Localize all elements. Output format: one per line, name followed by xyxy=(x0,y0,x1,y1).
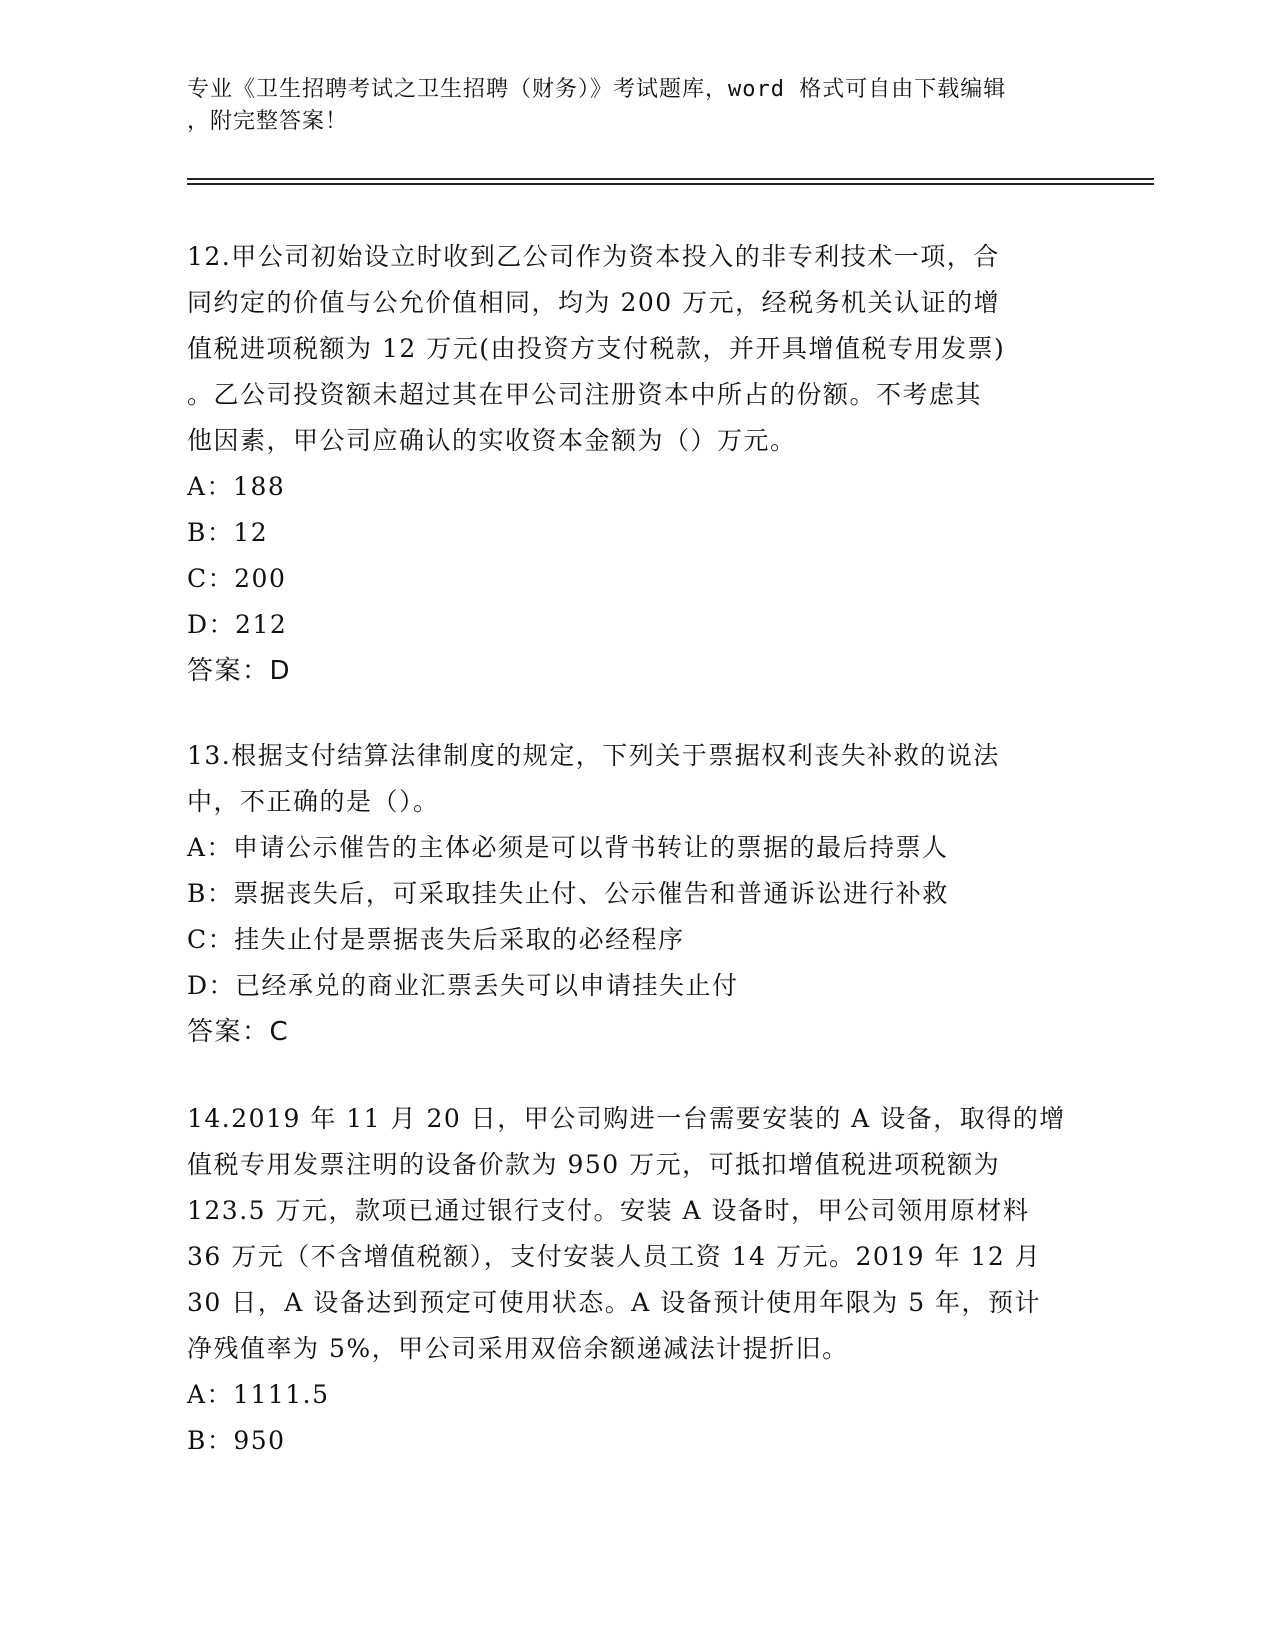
question-text-line: 值税专用发票注明的设备价款为 950 万元，可抵扣增值税进项税额为 xyxy=(187,1150,1001,1179)
option-a: A：1111.5 xyxy=(187,1380,330,1409)
question-14 xyxy=(187,1096,1087,1464)
question-text-line: 12.甲公司初始设立时收到乙公司作为资本投入的非专利技术一项，合 xyxy=(187,242,1000,271)
question-13 xyxy=(187,733,1087,1055)
option-d: D：212 xyxy=(187,610,288,639)
answer-label: 答案：D xyxy=(187,656,292,686)
option-c: C：挂失止付是票据丧失后采取的必经程序 xyxy=(187,925,685,954)
header-line-1: 专业《卫生招聘考试之卫生招聘（财务）》考试题库，word 格式可自由下载编辑 xyxy=(187,77,1007,102)
question-text-line: 13.根据支付结算法律制度的规定，下列关于票据权利丧失补救的说法 xyxy=(187,741,1000,770)
option-d: D：已经承兑的商业汇票丢失可以申请挂失止付 xyxy=(187,971,739,1000)
header-divider-bottom xyxy=(187,183,1154,185)
option-a: A：188 xyxy=(187,472,286,501)
question-text-line: 他因素，甲公司应确认的实收资本金额为（）万元。 xyxy=(187,426,797,455)
question-text-line: 同约定的价值与公允价值相同，均为 200 万元，经税务机关认证的增 xyxy=(187,288,1001,317)
question-text-line: 净残值率为 5%，甲公司采用双倍余额递减法计提折旧。 xyxy=(187,1334,849,1363)
question-text-line: 30 日，A 设备达到预定可使用状态。A 设备预计使用年限为 5 年，预计 xyxy=(187,1288,1042,1317)
option-a: A：申请公示催告的主体必须是可以背书转让的票据的最后持票人 xyxy=(187,833,949,862)
header-divider-top xyxy=(187,178,1154,180)
question-text-line: 中，不正确的是（）。 xyxy=(187,787,440,816)
answer-label: 答案：C xyxy=(187,1017,290,1047)
question-text-line: 14.2019 年 11 月 20 日，甲公司购进一台需要安装的 A 设备，取得的增 xyxy=(187,1104,1066,1133)
question-text-line: 值税进项税额为 12 万元(由投资方支付税款，并开具增值税专用发票) xyxy=(187,334,1006,363)
question-12 xyxy=(187,234,1087,694)
page-header xyxy=(187,74,1067,138)
header-line-2: ，附完整答案！ xyxy=(187,109,349,134)
question-text-line: 123.5 万元，款项已通过银行支付。安装 A 设备时，甲公司领用原材料 xyxy=(187,1196,1030,1225)
question-text-line: 36 万元（不含增值税额），支付安装人员工资 14 万元。2019 年 12 月 xyxy=(187,1242,1042,1271)
option-b: B：12 xyxy=(187,518,269,547)
option-c: C：200 xyxy=(187,564,287,593)
question-text-line: 。乙公司投资额未超过其在甲公司注册资本中所占的份额。不考虑其 xyxy=(187,380,983,409)
option-b: B：票据丧失后，可采取挂失止付、公示催告和普通诉讼进行补救 xyxy=(187,879,949,908)
option-b: B：950 xyxy=(187,1426,286,1455)
